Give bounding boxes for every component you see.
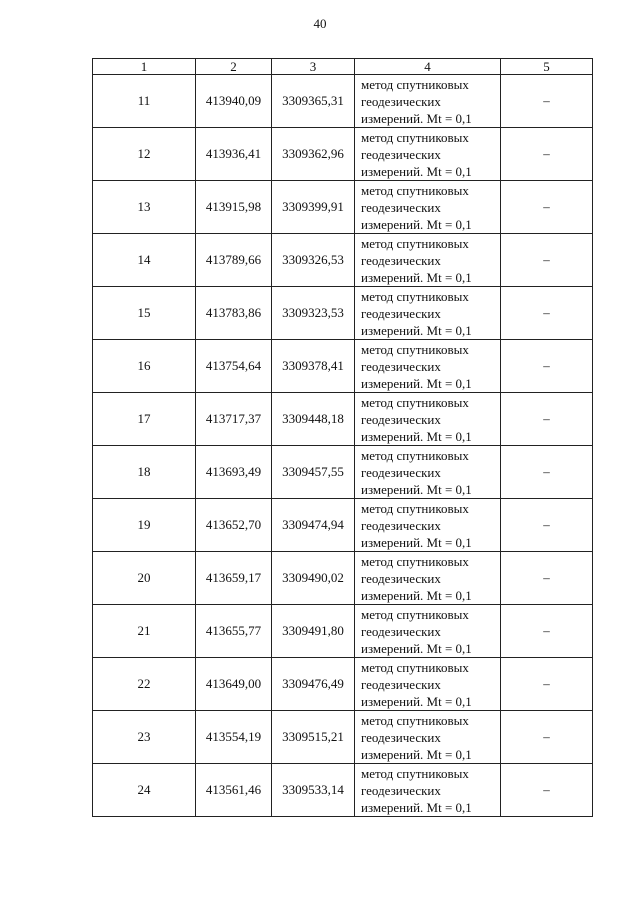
method-line: метод спутниковых — [361, 341, 469, 357]
coordinate-x: 413783,86 — [196, 287, 272, 340]
note-dash: – — [501, 287, 593, 340]
method-line: геодезических — [361, 623, 441, 639]
table-row — [93, 181, 593, 234]
note-dash: – — [501, 128, 593, 181]
point-number: 21 — [93, 605, 196, 658]
method-line: измерений. Mt = 0,1 — [361, 269, 472, 285]
method-line: измерений. Mt = 0,1 — [361, 693, 472, 709]
note-dash: – — [501, 234, 593, 287]
table-row — [93, 605, 593, 658]
coordinate-y: 3309515,21 — [272, 711, 355, 764]
coordinate-x: 413561,46 — [196, 764, 272, 817]
method-line: геодезических — [361, 93, 441, 109]
coordinate-x: 413649,00 — [196, 658, 272, 711]
point-number: 11 — [93, 75, 196, 128]
table-row — [93, 393, 593, 446]
table-row — [93, 764, 593, 817]
method-line: геодезических — [361, 782, 441, 798]
note-dash: – — [501, 340, 593, 393]
method-line: измерений. Mt = 0,1 — [361, 746, 472, 762]
coordinate-y: 3309326,53 — [272, 234, 355, 287]
table-row — [93, 711, 593, 764]
method-line: измерений. Mt = 0,1 — [361, 375, 472, 391]
method-line: измерений. Mt = 0,1 — [361, 799, 472, 815]
method-description — [355, 234, 501, 287]
coordinate-x: 413655,77 — [196, 605, 272, 658]
method-line: метод спутниковых — [361, 447, 469, 463]
method-line: метод спутниковых — [361, 500, 469, 516]
note-dash: – — [501, 75, 593, 128]
method-line: геодезических — [361, 252, 441, 268]
point-number: 15 — [93, 287, 196, 340]
method-line: измерений. Mt = 0,1 — [361, 322, 472, 338]
table-row — [93, 234, 593, 287]
method-line: метод спутниковых — [361, 76, 469, 92]
method-line: измерений. Mt = 0,1 — [361, 640, 472, 656]
header-col-4: 4 — [355, 59, 501, 75]
method-description — [355, 287, 501, 340]
method-line: измерений. Mt = 0,1 — [361, 587, 472, 603]
table-row — [93, 287, 593, 340]
note-dash: – — [501, 605, 593, 658]
note-dash: – — [501, 711, 593, 764]
method-line: геодезических — [361, 676, 441, 692]
method-line: геодезических — [361, 570, 441, 586]
method-description — [355, 711, 501, 764]
coordinate-y: 3309323,53 — [272, 287, 355, 340]
method-description — [355, 658, 501, 711]
point-number: 22 — [93, 658, 196, 711]
coordinate-y: 3309491,80 — [272, 605, 355, 658]
coordinate-y: 3309457,55 — [272, 446, 355, 499]
coordinate-y: 3309476,49 — [272, 658, 355, 711]
method-line: измерений. Mt = 0,1 — [361, 216, 472, 232]
method-line: геодезических — [361, 146, 441, 162]
coordinate-y: 3309490,02 — [272, 552, 355, 605]
point-number: 12 — [93, 128, 196, 181]
header-col-1: 1 — [93, 59, 196, 75]
note-dash: – — [501, 658, 593, 711]
header-col-5: 5 — [501, 59, 593, 75]
method-line: измерений. Mt = 0,1 — [361, 481, 472, 497]
method-description — [355, 764, 501, 817]
coordinate-x: 413659,17 — [196, 552, 272, 605]
method-line: геодезических — [361, 729, 441, 745]
coordinate-x: 413554,19 — [196, 711, 272, 764]
coordinate-y: 3309474,94 — [272, 499, 355, 552]
coordinate-x: 413915,98 — [196, 181, 272, 234]
method-line: геодезических — [361, 464, 441, 480]
point-number: 24 — [93, 764, 196, 817]
method-description — [355, 605, 501, 658]
table-row — [93, 128, 593, 181]
method-line: метод спутниковых — [361, 553, 469, 569]
method-line: метод спутниковых — [361, 659, 469, 675]
table-row — [93, 552, 593, 605]
point-number: 23 — [93, 711, 196, 764]
point-number: 20 — [93, 552, 196, 605]
coordinate-x: 413789,66 — [196, 234, 272, 287]
table-row — [93, 499, 593, 552]
coordinate-x: 413693,49 — [196, 446, 272, 499]
table-row — [93, 75, 593, 128]
coordinate-x: 413717,37 — [196, 393, 272, 446]
page-number: 40 — [313, 16, 327, 31]
coordinate-y: 3309533,14 — [272, 764, 355, 817]
note-dash: – — [501, 764, 593, 817]
header-row — [93, 59, 593, 75]
method-description — [355, 181, 501, 234]
method-line: измерений. Mt = 0,1 — [361, 534, 472, 550]
coordinate-x: 413940,09 — [196, 75, 272, 128]
coordinate-y: 3309448,18 — [272, 393, 355, 446]
method-line: измерений. Mt = 0,1 — [361, 110, 472, 126]
note-dash: – — [501, 393, 593, 446]
method-description — [355, 499, 501, 552]
method-line: геодезических — [361, 199, 441, 215]
coordinate-x: 413754,64 — [196, 340, 272, 393]
coordinate-x: 413652,70 — [196, 499, 272, 552]
note-dash: – — [501, 181, 593, 234]
method-description — [355, 128, 501, 181]
coordinate-y: 3309365,31 — [272, 75, 355, 128]
coordinate-x: 413936,41 — [196, 128, 272, 181]
note-dash: – — [501, 552, 593, 605]
coordinate-y: 3309378,41 — [272, 340, 355, 393]
header-col-3: 3 — [272, 59, 355, 75]
method-line: метод спутниковых — [361, 182, 469, 198]
method-line: метод спутниковых — [361, 712, 469, 728]
method-line: геодезических — [361, 411, 441, 427]
point-number: 16 — [93, 340, 196, 393]
method-line: метод спутниковых — [361, 288, 469, 304]
coordinate-y: 3309399,91 — [272, 181, 355, 234]
method-description — [355, 446, 501, 499]
method-line: метод спутниковых — [361, 394, 469, 410]
method-line: метод спутниковых — [361, 765, 469, 781]
method-line: измерений. Mt = 0,1 — [361, 428, 472, 444]
method-line: геодезических — [361, 358, 441, 374]
method-line: метод спутниковых — [361, 129, 469, 145]
point-number: 17 — [93, 393, 196, 446]
method-description — [355, 552, 501, 605]
method-description — [355, 75, 501, 128]
note-dash: – — [501, 446, 593, 499]
point-number: 14 — [93, 234, 196, 287]
table-row — [93, 446, 593, 499]
note-dash: – — [501, 499, 593, 552]
coordinate-y: 3309362,96 — [272, 128, 355, 181]
table-row — [93, 340, 593, 393]
table-body — [93, 75, 593, 817]
method-line: метод спутниковых — [361, 235, 469, 251]
method-line: измерений. Mt = 0,1 — [361, 163, 472, 179]
method-line: геодезических — [361, 305, 441, 321]
coordinates-table — [92, 58, 593, 817]
point-number: 18 — [93, 446, 196, 499]
table-row — [93, 658, 593, 711]
header-col-2: 2 — [196, 59, 272, 75]
method-line: метод спутниковых — [361, 606, 469, 622]
point-number: 19 — [93, 499, 196, 552]
point-number: 13 — [93, 181, 196, 234]
method-description — [355, 393, 501, 446]
method-description — [355, 340, 501, 393]
method-line: геодезических — [361, 517, 441, 533]
